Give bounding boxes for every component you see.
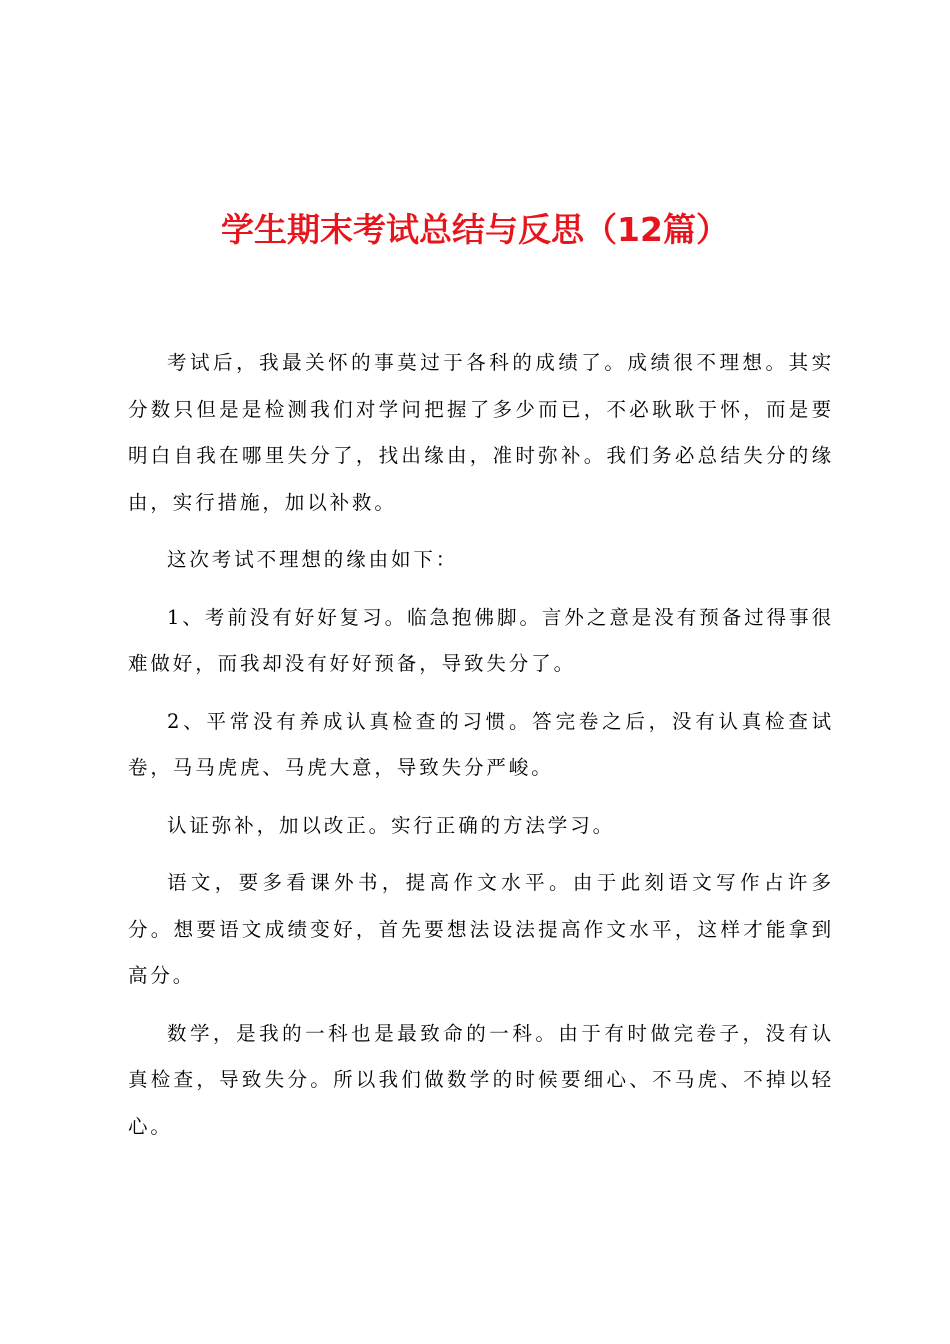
paragraph-reason-2: 2、平常没有养成认真检查的习惯。答完卷之后，没有认真检查试卷，马马虎虎、马虎大意，导致失分严峻。 xyxy=(128,709,834,779)
paragraph-math: 数学，是我的一科也是最致命的一科。由于有时做完卷子，没有认真检查，导致失分。所以我们做数学的时候要细心、不马虎、不掉以轻心。 xyxy=(128,1021,834,1138)
paragraph-chinese: 语文，要多看课外书，提高作文水平。由于此刻语文写作占许多分。想要语文成绩变好，首先要想法设法提高作文水平，这样才能拿到高分。 xyxy=(128,871,834,987)
paragraph-reasons-heading: 这次考试不理想的缘由如下： xyxy=(167,548,459,571)
paragraph-reason-1: 1、考前没有好好复习。临急抱佛脚。言外之意是没有预备过得事很难做好，而我却没有好好预备，导致失分了。 xyxy=(128,605,834,675)
document-title: 学生期末考试总结与反思（12篇） xyxy=(221,210,729,249)
paragraph-remedy: 认证弥补，加以改正。实行正确的方法学习。 xyxy=(167,813,616,837)
document-body xyxy=(128,340,834,1161)
paragraph-intro: 考试后，我最关怀的事莫过于各科的成绩了。成绩很不理想。其实分数只但是是检测我们对学问把握了多少而已，不必耿耿于怀，而是要明白自我在哪里失分了，找出缘由，准时弥补。我们务必总结失分的缘由，实行措施，加以补救。 xyxy=(128,351,834,514)
